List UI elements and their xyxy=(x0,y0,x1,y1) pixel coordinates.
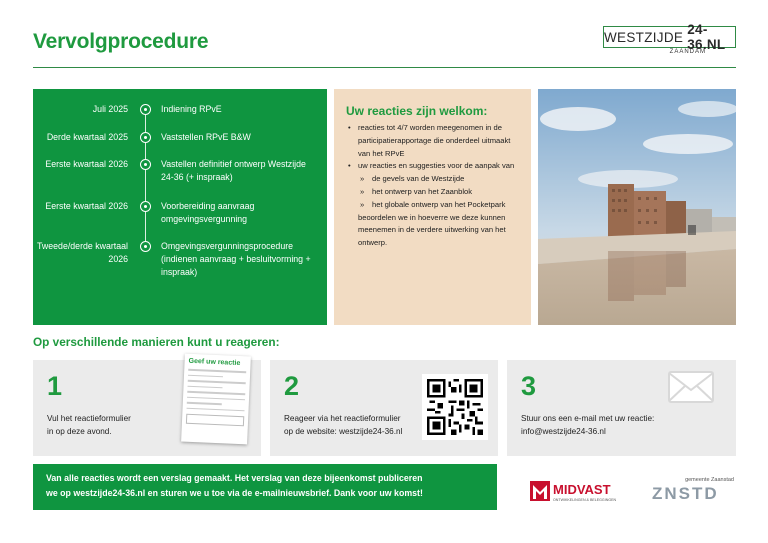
closing-banner xyxy=(33,464,497,510)
page-title: Vervolgprocedure xyxy=(33,30,209,53)
way-line: Vul het reactieformulier xyxy=(47,414,131,423)
way-card-form xyxy=(33,357,261,456)
timeline-dot-icon xyxy=(140,104,151,115)
timeline-panel xyxy=(33,89,327,325)
timeline-date: Tweede/derde kwartaal 2026 xyxy=(37,241,128,264)
reactions-subitem: » het ontwerp van het Zaanblok xyxy=(346,186,521,199)
way-card-website xyxy=(270,360,498,456)
reactions-closing: beoordelen we in hoeverre we deze kunnen meenemen in de verdere uitwerking van het ontwerp. xyxy=(358,212,506,248)
timeline-dot-icon xyxy=(140,241,151,252)
way-email-link[interactable]: info@westzijde24-36.nl xyxy=(521,427,606,436)
reactions-panel xyxy=(334,89,531,325)
midvast-name: MIDVAST xyxy=(553,482,611,497)
reactions-bullet: • uw reacties en suggesties voor de aanpak van xyxy=(346,160,521,173)
way-number: 2 xyxy=(284,371,300,401)
header-divider xyxy=(33,67,736,68)
timeline-text: Omgevingsvergunningsprocedure (indienen aanvraag + besluitvorming + inspraak) xyxy=(161,241,311,277)
timeline-text: Vaststellen RPvE B&W xyxy=(161,132,251,142)
way-line: in op deze avond. xyxy=(47,427,112,436)
way-description xyxy=(521,412,654,438)
form-thumb-title: Geef uw reactie xyxy=(188,357,241,368)
zaanstad-logo xyxy=(650,474,736,504)
building-render-image xyxy=(538,89,736,325)
timeline-date: Juli 2025 xyxy=(92,104,128,114)
timeline-dot-icon xyxy=(140,159,151,170)
timeline-date: Eerste kwartaal 2026 xyxy=(45,159,128,169)
timeline-date: Eerste kwartaal 2026 xyxy=(45,201,128,211)
qr-code-icon[interactable] xyxy=(422,374,488,440)
reactions-subitem: » de gevels van de Westzijde xyxy=(346,173,521,186)
logo-sub: ZAANDAM xyxy=(669,49,706,55)
way-number: 1 xyxy=(47,371,63,401)
timeline-text: Vastellen definitief ontwerp Westzijde 24-36 (+ inspraak) xyxy=(161,159,306,182)
midvast-logo xyxy=(530,479,622,503)
zaanstad-name: ZNSTD xyxy=(652,484,719,503)
timeline-dot-icon xyxy=(140,201,151,212)
timeline-line xyxy=(145,109,146,249)
timeline-text: Voorbereiding aanvraag omgevingsvergunning xyxy=(161,201,255,224)
timeline-dot-icon xyxy=(140,132,151,143)
zaanstad-sub: gemeente Zaanstad xyxy=(685,477,734,483)
timeline-text: Indiening RPvE xyxy=(161,104,222,114)
westzijde-logo xyxy=(603,22,736,56)
reactions-list xyxy=(346,122,521,250)
midvast-sub: ONTWIKKELINGEN & BELEGGINGEN xyxy=(553,498,617,502)
way-description xyxy=(47,412,131,438)
way-line: Reageer via het reactieformulier xyxy=(284,414,401,423)
banner-line: Van alle reacties wordt een verslag gemaakt. Het verslag van deze bijeenkomst publiceren xyxy=(46,473,423,483)
logo-bold: 24-36.NL xyxy=(687,22,726,52)
envelope-icon xyxy=(667,370,715,404)
banner-line: we op westzijde24-36.nl en sturen we u toe via de e-mailnieuwsbrief. Dank voor uw komst! xyxy=(46,488,423,498)
way-description xyxy=(284,412,402,438)
ways-title: Op verschillende manieren kunt u reageren: xyxy=(33,335,280,349)
logo-prefix: WESTZIJDE xyxy=(604,29,684,45)
way-number: 3 xyxy=(521,371,537,401)
reactions-bullet: • reacties tot 4/7 worden meegenomen in de participatierapportage die onderdeel uitmaakt van het RPvE xyxy=(346,122,521,160)
timeline-date: Derde kwartaal 2025 xyxy=(46,132,128,142)
way-line: op de website: westzijde24-36.nl xyxy=(284,427,403,436)
way-line: Stuur ons een e-mail met uw reactie: xyxy=(521,414,655,423)
reaction-form-thumbnail xyxy=(181,354,251,445)
way-card-email xyxy=(507,360,736,456)
reactions-title: Uw reacties zijn welkom: xyxy=(346,104,488,118)
reactions-subitem: » het globale ontwerp van het Pocketpark xyxy=(346,199,521,212)
